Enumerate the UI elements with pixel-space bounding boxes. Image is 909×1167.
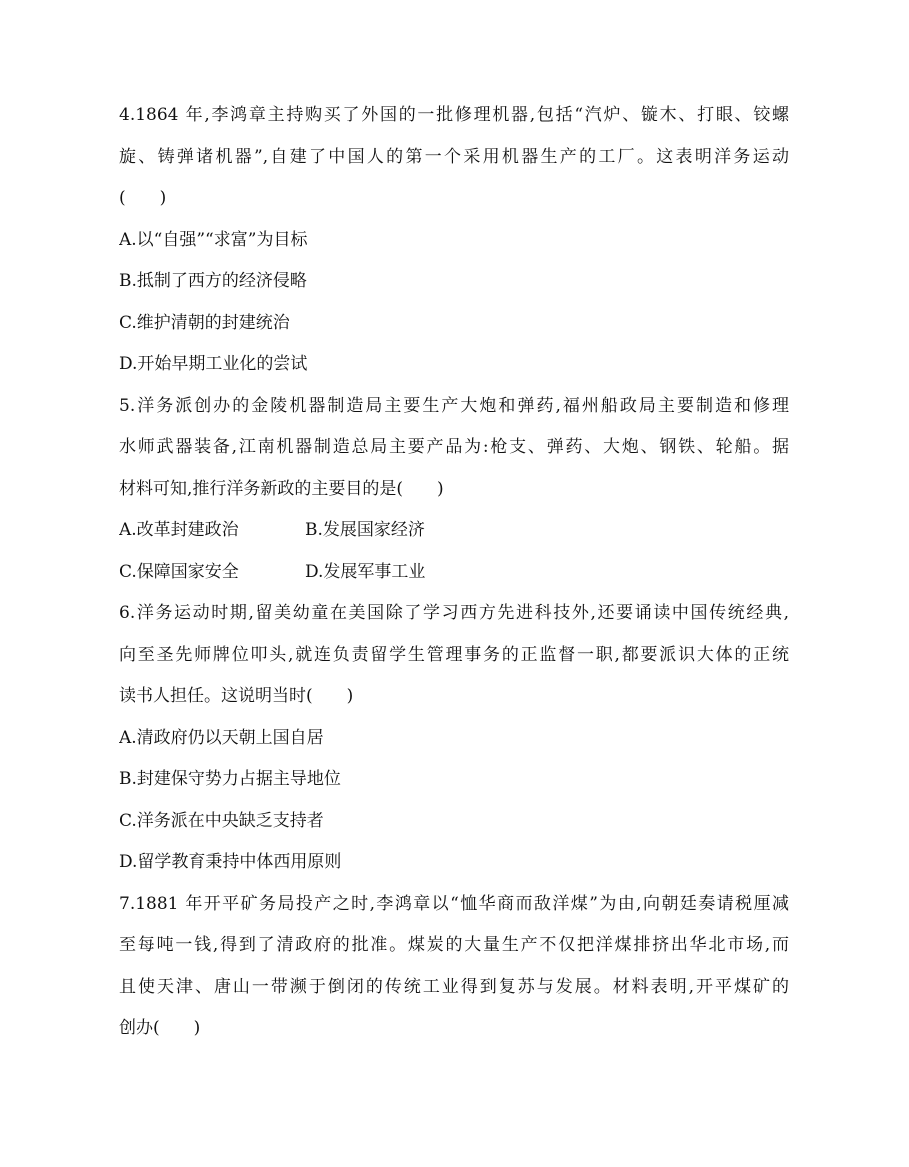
question-5-options-row-2 xyxy=(119,552,789,594)
question-5-option-b: B.发展国家经济 xyxy=(305,520,425,540)
question-4-option-d: D.开始早期工业化的尝试 xyxy=(119,354,308,374)
question-6-stem-line-3: 读书人担任。这说明当时( ) xyxy=(119,686,354,706)
question-5-stem-line-2: 水师武器装备,江南机器制造总局主要产品为:枪支、弹药、大炮、钢铁、轮船。据 xyxy=(119,437,789,457)
question-4-option-a: A.以“自强”“求富”为目标 xyxy=(119,229,308,250)
question-4-option-c: C.维护清朝的封建统治 xyxy=(119,312,290,333)
question-7-stem-line-1: 7.1881 年开平矿务局投产之时,李鸿章以“恤华商而敌洋煤”为由,向朝廷奏请税厘减 xyxy=(119,893,789,914)
question-6-option-b: B.封建保守势力占据主导地位 xyxy=(119,769,341,789)
question-4-stem-line-2: 旋、铸弹诸机器”,自建了中国人的第一个采用机器生产的工厂。这表明洋务运动 xyxy=(119,146,789,167)
question-5-option-a: A.改革封建政治 xyxy=(119,520,239,540)
question-7-stem-line-4: 创办( ) xyxy=(119,1018,201,1038)
question-6-option-c: C.洋务派在中央缺乏支持者 xyxy=(119,810,324,831)
question-6-stem-line-1: 6.洋务运动时期,留美幼童在美国除了学习西方先进科技外,还要诵读中国传统经典, xyxy=(119,603,789,623)
question-5-options-row-1 xyxy=(119,510,789,552)
question-4-answer-blank: ( ) xyxy=(119,188,167,208)
question-6-option-d: D.留学教育秉持中体西用原则 xyxy=(119,852,342,872)
question-5 xyxy=(119,386,789,594)
question-list xyxy=(119,95,789,1050)
question-6-option-a: A.清政府仍以天朝上国自居 xyxy=(119,727,324,748)
question-5-stem-line-1: 5.洋务派创办的金陵机器制造局主要生产大炮和弹药,福州船政局主要制造和修理 xyxy=(119,395,789,416)
question-4 xyxy=(119,95,789,386)
question-7-stem-line-2: 至每吨一钱,得到了清政府的批准。煤炭的大量生产不仅把洋煤排挤出华北市场,而 xyxy=(119,935,789,955)
question-6 xyxy=(119,593,789,884)
question-4-stem-line-1: 4.1864 年,李鸿章主持购买了外国的一批修理机器,包括“汽炉、镟木、打眼、铰螺 xyxy=(119,105,789,125)
question-5-option-c: C.保障国家安全 xyxy=(119,561,239,582)
question-7 xyxy=(119,884,789,1050)
question-5-stem-line-3: 材料可知,推行洋务新政的主要目的是( ) xyxy=(119,478,444,499)
question-6-stem-line-2: 向至圣先师牌位叩头,就连负责留学生管理事务的正监督一职,都要派识大体的正统 xyxy=(119,644,789,665)
question-4-option-b: B.抵制了西方的经济侵略 xyxy=(119,271,307,291)
question-7-stem-line-3: 且使天津、唐山一带濒于倒闭的传统工业得到复苏与发展。材料表明,开平煤矿的 xyxy=(119,976,789,997)
question-5-option-d: D.发展军事工业 xyxy=(305,561,426,582)
